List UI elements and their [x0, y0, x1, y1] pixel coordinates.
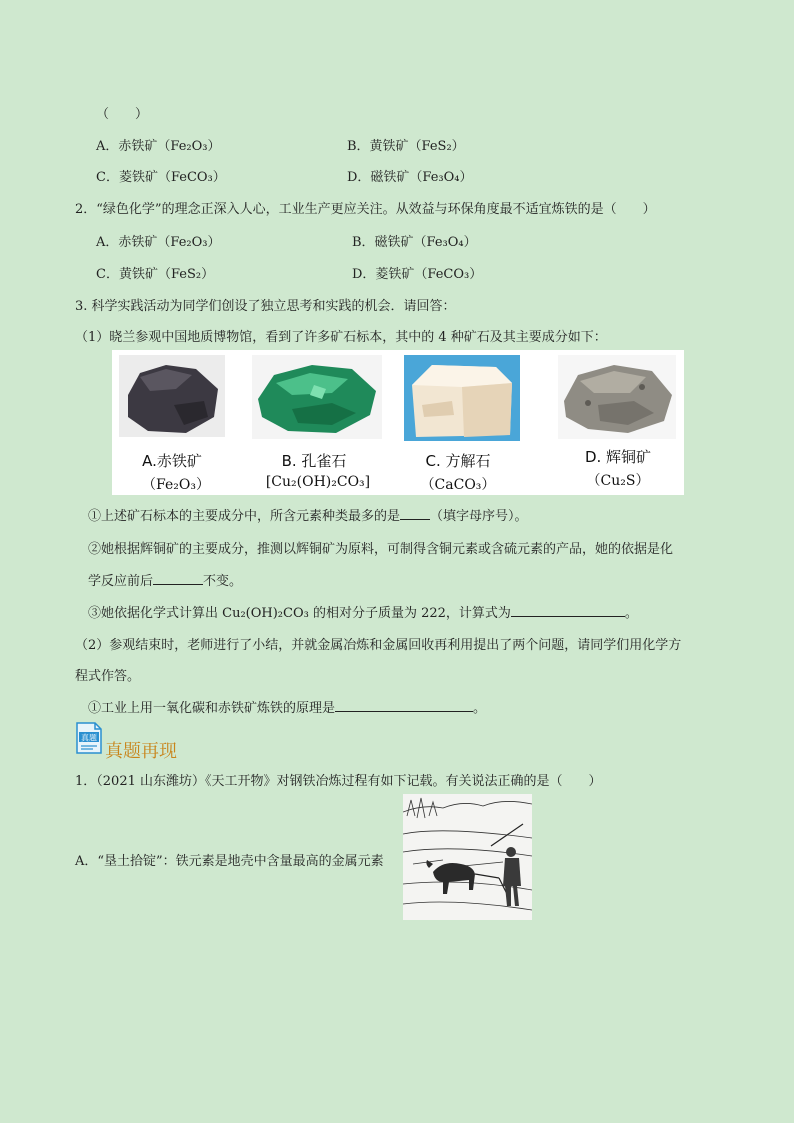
sub-question-2-tail: 不变。 [203, 574, 243, 589]
mineral-a [114, 350, 254, 495]
mineral-formula: [Cu₂(OH)₂CO₃] [265, 474, 371, 490]
q2-option-c: C．黄铁矿（FeS₂） [96, 267, 215, 282]
chalcocite-rock-icon [558, 355, 678, 445]
sub-question-2-line-2 [88, 570, 242, 589]
sub-question-4-text: ①工业上用一氧化碳和赤铁矿炼铁的原理是 [88, 701, 336, 716]
sub-question-1-hint: （填字母序号）。 [430, 509, 528, 524]
mineral-figure [112, 350, 684, 495]
plowing-woodcut-illustration [403, 794, 532, 920]
option-c: C．菱铁矿（FeCO₃） [96, 170, 226, 185]
q2-option-d: D．菱铁矿（FeCO₃） [352, 267, 483, 282]
question-3-stem: 3. 科学实践活动为同学们创设了独立思考和实践的机会．请回答： [75, 299, 456, 314]
mineral-c [402, 350, 542, 495]
real-question-1-stem: 1．（2021 山东潍坊）《天工开物》对钢铁冶炼过程有如下记载。有关说法正确的是（ ） [75, 774, 602, 789]
hematite-rock-icon [114, 355, 226, 445]
sub-question-4 [88, 697, 486, 716]
mineral-formula: （CaCO₃） [420, 477, 496, 493]
calcite-rock-icon [402, 355, 522, 445]
option-a: A．赤铁矿（Fe₂O₃） [96, 139, 221, 154]
mineral-b [252, 350, 392, 495]
section-title: 真题再现 [105, 741, 177, 762]
malachite-rock-icon [252, 355, 382, 445]
sub-question-4-tail: 。 [473, 701, 487, 716]
sub-question-2-text: 学反应前后 [88, 574, 154, 589]
mineral-name: D. 辉铜矿 [584, 448, 652, 466]
question-3-part-2-line-2: 程式作答。 [75, 669, 141, 684]
option-b: B．黄铁矿（FeS₂） [347, 139, 465, 154]
answer-blank-3[interactable] [511, 604, 625, 617]
sub-question-3-tail: 。 [624, 606, 638, 621]
mineral-formula: （Fe₂O₃） [142, 477, 210, 493]
answer-blank-4[interactable] [335, 699, 473, 712]
option-d: D．磁铁矿（Fe₃O₄） [347, 170, 473, 185]
mineral-d [558, 350, 698, 495]
section-icon-text: 真题 [81, 733, 97, 743]
question-3-part-1: （1）晓兰参观中国地质博物馆，看到了许多矿石标本，其中的 4 种矿石及其主要成分如下： [75, 330, 607, 345]
mineral-formula: （Cu₂S） [586, 473, 650, 489]
exam-document-icon [75, 722, 103, 754]
mineral-name: A.赤铁矿 [142, 452, 202, 470]
mineral-name: B. 孔雀石 [281, 452, 347, 470]
question-2-stem: 2．“绿色化学”的理念正深入人心，工业生产更应关注。从效益与环保角度最不适宜炼铁的是（ ） [75, 202, 656, 217]
q2-option-a: A．赤铁矿（Fe₂O₃） [96, 235, 221, 250]
mineral-name: C. 方解石 [425, 452, 491, 470]
sub-question-3-text: ③她依据化学式计算出 Cu₂(OH)₂CO₃ 的相对分子质量为 222，计算式为 [88, 606, 511, 621]
sub-question-1-text: ①上述矿石标本的主要成分中，所含元素种类最多的是 [88, 509, 401, 524]
question-3-part-2-line-1: （2）参观结束时，老师进行了小结，并就金属冶炼和金属回收再利用提出了两个问题，请同学们用化学方 [75, 638, 682, 653]
answer-blank-1[interactable] [400, 507, 430, 520]
sub-question-2-line-1: ②她根据辉铜矿的主要成分，推测以辉铜矿为原料，可制得含铜元素或含硫元素的产品，她的依据是化 [88, 542, 674, 557]
sub-question-3 [88, 602, 638, 621]
real-question-1-option-a: A．“垦土拾锭”：铁元素是地壳中含量最高的金属元素 [75, 854, 384, 869]
answer-blank-2[interactable] [153, 572, 203, 585]
sub-question-1 [88, 505, 528, 524]
answer-paren: （ ） [96, 107, 149, 122]
q2-option-b: B．磁铁矿（Fe₃O₄） [352, 235, 477, 250]
